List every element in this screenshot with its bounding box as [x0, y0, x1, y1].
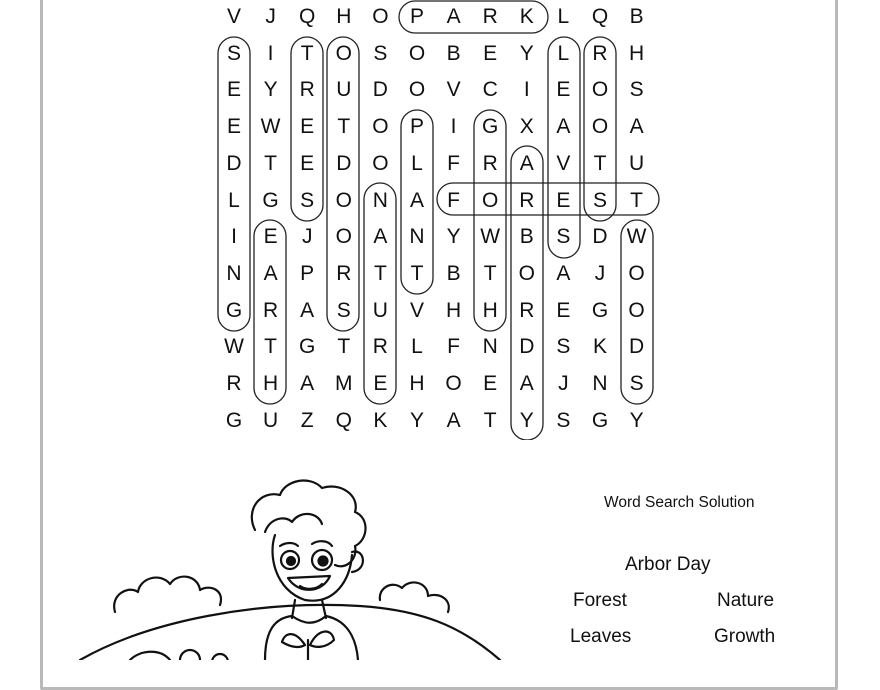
grid-cell: L	[557, 5, 570, 28]
grid-cell: O	[628, 261, 645, 285]
grid-cell: S	[373, 41, 388, 65]
grid-cell: A	[373, 225, 388, 249]
grid-cell: T	[264, 151, 277, 175]
grid-cell: R	[336, 261, 352, 285]
grid-cell: O	[445, 372, 462, 395]
grid-cell: G	[299, 335, 316, 359]
grid-cell: O	[372, 115, 389, 139]
grid-cell: E	[263, 225, 278, 249]
grid-cell: S	[592, 188, 607, 212]
grid-cell: Q	[299, 5, 316, 28]
grid-cell: G	[482, 115, 499, 139]
grid-cell: Y	[409, 408, 424, 432]
grid-cell: N	[372, 188, 388, 212]
grid-cell: J	[265, 5, 276, 28]
grid-cell: A	[409, 188, 424, 212]
grid-cell: U	[372, 298, 388, 322]
grid-cell: P	[300, 261, 315, 285]
grid-cell: I	[267, 41, 274, 65]
grid-cell: G	[591, 408, 609, 432]
grid-cell: S	[556, 408, 571, 432]
grid-cell: A	[556, 115, 571, 139]
grid-cell: I	[231, 225, 237, 249]
grid-cell: D	[336, 151, 352, 175]
grid-cell: I	[523, 78, 530, 102]
grid-cell: E	[556, 78, 571, 102]
grid-cell: T	[373, 261, 387, 285]
grid-cell: K	[519, 5, 534, 28]
grid-cell: Y	[629, 408, 644, 432]
grid-cell: L	[557, 41, 570, 65]
grid-cell: O	[335, 225, 352, 249]
grid-cell: R	[482, 151, 498, 175]
grid-cell: S	[226, 41, 241, 65]
grid-cell: Z	[300, 408, 314, 432]
grid-cell: I	[450, 115, 457, 139]
grid-cell: E	[300, 151, 315, 175]
grid-cell: O	[408, 41, 426, 65]
grid-cell: W	[626, 225, 647, 249]
grid-cell: T	[410, 261, 424, 285]
grid-cell: A	[446, 5, 461, 28]
grid-cell: O	[335, 188, 352, 212]
grid-cell: N	[409, 225, 425, 249]
grid-cell: P	[409, 5, 424, 28]
grid-cell: E	[226, 78, 241, 102]
grid-cell: D	[519, 335, 535, 359]
grid-cell: T	[483, 261, 497, 285]
grid-cell: G	[225, 298, 243, 322]
grid-cell: Y	[446, 225, 461, 249]
grid-cell: L	[228, 188, 240, 212]
grid-cell: H	[263, 372, 279, 395]
grid-cell: R	[592, 41, 608, 65]
grid-cell: H	[446, 298, 462, 322]
bush-right	[380, 582, 449, 612]
grid-cell: T	[630, 188, 643, 212]
grid-cell: E	[483, 372, 498, 395]
grid-cell: A	[556, 261, 571, 285]
solution-title: Word Search Solution	[604, 494, 755, 511]
grid-cell: O	[482, 188, 499, 212]
grid-cell: R	[226, 372, 242, 395]
grid-cell: H	[629, 41, 645, 65]
grid-cell: F	[447, 335, 460, 359]
grid-cell: D	[629, 335, 645, 359]
bush-left	[114, 577, 221, 612]
grid-cell: X	[519, 115, 534, 139]
grid-cell: M	[335, 372, 353, 395]
grid-cell: S	[556, 335, 571, 359]
grid-cell: V	[556, 151, 571, 175]
grid-cell: L	[411, 335, 423, 359]
grid-cell: R	[482, 5, 498, 28]
grid-cell: O	[591, 78, 609, 102]
word-growth: Growth	[714, 626, 776, 647]
grid-cell: P	[409, 115, 424, 139]
grid-cell: E	[300, 115, 315, 139]
grid-cell: N	[226, 261, 242, 285]
grid-cell: S	[336, 298, 351, 322]
grid-cell: S	[556, 225, 571, 249]
grid-cell: W	[224, 335, 244, 359]
grid-cell: A	[446, 408, 461, 432]
grid-cell: U	[263, 408, 279, 432]
grid-cell: A	[300, 372, 315, 395]
grid-cell: V	[446, 78, 461, 102]
grid-cell: O	[628, 298, 645, 322]
grid-cell: E	[373, 372, 388, 395]
word-nature: Nature	[717, 590, 775, 611]
grid-cell: J	[301, 225, 313, 249]
grid-cell: N	[482, 335, 498, 359]
grid-cell: H	[482, 298, 498, 322]
grid-cell: E	[556, 298, 571, 322]
grid-cell: B	[446, 261, 461, 285]
grid-cell: K	[373, 408, 388, 432]
grid-cell: T	[300, 41, 314, 65]
grid-cell: O	[372, 5, 389, 28]
grid-cell: T	[483, 408, 497, 432]
grid-cell: S	[629, 372, 644, 395]
grid-cell: A	[300, 298, 315, 322]
grid-cell: G	[591, 298, 609, 322]
grid-cell: D	[226, 151, 242, 175]
grid-cell: G	[225, 408, 243, 432]
grid-cell: U	[629, 151, 645, 175]
grid-cell: W	[260, 115, 281, 139]
grid-cell: F	[447, 188, 460, 212]
grid-cell: B	[629, 5, 644, 28]
grid-cell: S	[300, 188, 315, 212]
grid-cell: H	[336, 5, 352, 28]
word-forest: Forest	[573, 590, 627, 611]
grid-cell: O	[591, 115, 609, 139]
grid-cell: O	[408, 78, 426, 102]
grid-cell: O	[335, 41, 352, 65]
grid-cell: R	[299, 78, 315, 102]
grid-cell: B	[446, 41, 461, 65]
grid-cell: W	[480, 225, 501, 249]
grid-cell: V	[226, 5, 241, 28]
boy-illustration	[60, 460, 540, 660]
grid-cell: K	[592, 335, 607, 359]
grid-cell: Q	[591, 5, 609, 28]
shirt	[265, 616, 358, 660]
grid-cell: O	[518, 261, 535, 285]
grid-cell: E	[556, 188, 571, 212]
grid-cell: T	[337, 335, 351, 359]
word-leaves: Leaves	[570, 626, 632, 647]
grid-cell: O	[372, 151, 389, 175]
grid-cell: A	[519, 151, 534, 175]
grid-cell: T	[593, 151, 607, 175]
grid-cell: U	[336, 78, 352, 102]
grid-cell: J	[558, 372, 569, 395]
grid-cell: G	[262, 188, 279, 212]
grid-cell: Q	[335, 408, 352, 432]
grid-cell: R	[519, 188, 535, 212]
grid-cell: F	[447, 151, 460, 175]
grid-cell: T	[264, 335, 277, 359]
word-arbor-day: Arbor Day	[625, 554, 711, 575]
grid-cell: D	[372, 78, 388, 102]
grid-cell: Y	[263, 78, 278, 102]
grid-cell: Y	[519, 41, 534, 65]
grid-cell: D	[592, 225, 608, 249]
grid-cell: A	[629, 115, 644, 139]
grid-cell: V	[409, 298, 424, 322]
seedling-icon	[282, 634, 305, 647]
grid-cell: T	[337, 115, 351, 139]
grid-cell: E	[226, 115, 241, 139]
grid-cell: C	[482, 78, 498, 102]
grid-cell: L	[411, 151, 423, 175]
grid-cell: H	[409, 372, 425, 395]
grid-cell: R	[372, 335, 388, 359]
grid-cell: S	[629, 78, 644, 102]
grid-cell: Y	[519, 408, 534, 432]
grid-cell: A	[263, 261, 278, 285]
grid-cell: A	[519, 372, 534, 395]
grid-cell: B	[519, 225, 534, 249]
grid-cell: R	[519, 298, 535, 322]
grid-cell: R	[263, 298, 279, 322]
grid-cell: N	[592, 372, 608, 395]
grid-cell: E	[483, 41, 498, 65]
grid-cell: J	[594, 261, 606, 285]
